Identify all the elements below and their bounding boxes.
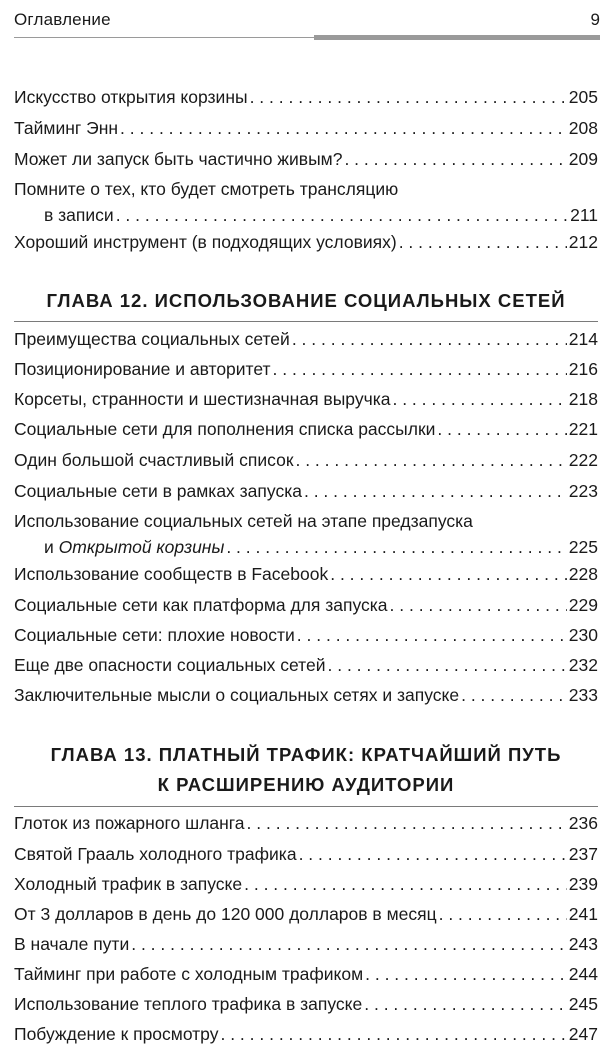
toc-entry-title: Использование социальных сетей на этапе предзапуска — [14, 511, 473, 531]
leader-dots — [131, 931, 567, 957]
leader-dots — [220, 1021, 566, 1047]
toc-entry — [14, 508, 598, 560]
running-title: Оглавление — [14, 10, 111, 29]
chapter-heading: ГЛАВА 12. ИСПОЛЬЗОВАНИЕ СОЦИАЛЬНЫХ СЕТЕЙ — [46, 290, 566, 311]
page-number: 9 — [590, 10, 600, 29]
leader-dots — [273, 356, 567, 382]
toc-entry — [14, 592, 598, 618]
toc-entry-title: Глоток из пожарного шланга — [14, 813, 245, 833]
toc-entry — [14, 478, 598, 504]
toc-entry-page: 212 — [568, 232, 598, 252]
toc-entry-page: 218 — [568, 389, 598, 409]
toc-entry — [14, 115, 598, 141]
toc-entry — [14, 561, 598, 587]
toc-entry-title: Использование сообществ в Facebook — [14, 564, 329, 584]
leader-dots — [250, 84, 567, 110]
toc-entry — [14, 326, 598, 352]
toc-entry-title-prefix: и — [44, 537, 59, 557]
toc-entry-title: Искусство открытия корзины — [14, 87, 248, 107]
toc-entry-page: 228 — [568, 564, 598, 584]
header-rule — [14, 37, 314, 38]
toc-entry-page: 236 — [568, 813, 598, 833]
toc-entry-page: 221 — [568, 419, 598, 439]
toc-entry-title: Корсеты, странности и шестизначная выручка — [14, 389, 391, 409]
toc-entry-title: Преимущества социальных сетей — [14, 329, 290, 349]
leader-dots — [292, 326, 567, 352]
toc-entry-title: В начале пути — [14, 934, 130, 954]
leader-dots — [330, 561, 567, 587]
toc-entry-page: 209 — [568, 149, 598, 169]
leader-dots — [328, 652, 567, 678]
toc-entry — [14, 386, 598, 412]
toc-entry-title: Холодный трафик в запуске — [14, 874, 243, 894]
toc-entry-page: 247 — [568, 1024, 598, 1044]
toc-entry — [14, 416, 598, 442]
toc-entry-title-italic: Открытой корзины — [58, 537, 225, 557]
toc-entry — [14, 652, 598, 678]
leader-dots — [364, 991, 567, 1017]
toc-entry-title: Может ли запуск быть частично живым? — [14, 149, 343, 169]
toc-entry-title: Святой Грааль холодного трафика — [14, 844, 297, 864]
toc-entry-page: 233 — [568, 685, 598, 705]
toc-entry-page: 239 — [568, 874, 598, 894]
leader-dots — [116, 202, 568, 228]
header-rule-bar — [314, 35, 600, 40]
toc-entry — [14, 176, 598, 228]
toc-entry-title: Использование теплого трафика в запуске — [14, 994, 363, 1014]
toc-entry-page: 237 — [568, 844, 598, 864]
chapter-heading: ГЛАВА 13. ПЛАТНЫЙ ТРАФИК: КРАТЧАЙШИЙ ПУТЬ — [50, 744, 562, 765]
leader-dots — [297, 622, 567, 648]
toc-entry — [14, 871, 598, 897]
toc-entry — [14, 84, 598, 110]
toc-entry-title: Хороший инструмент (в подходящих условиях) — [14, 232, 397, 252]
leader-dots — [247, 810, 567, 836]
chapter-heading-continued: К РАСШИРЕНИЮ АУДИТОРИИ — [157, 774, 455, 795]
toc-entry — [14, 841, 598, 867]
toc-entry-page: 214 — [568, 329, 598, 349]
toc-entry-title: Тайминг при работе с холодным трафиком — [14, 964, 364, 984]
toc-entry-page: 230 — [568, 625, 598, 645]
leader-dots — [392, 386, 566, 412]
chapter-rule — [14, 321, 598, 322]
leader-dots — [437, 416, 566, 442]
toc-entry-title: От 3 долларов в день до 120 000 долларов в месяц — [14, 904, 437, 924]
toc-entry-title-continued: в записи — [44, 205, 114, 225]
chapter-rule — [14, 806, 598, 807]
toc-entry-page: 223 — [568, 481, 598, 501]
leader-dots — [304, 478, 567, 504]
toc-entry-page: 205 — [568, 87, 598, 107]
toc-entry-title: Социальные сети как платформа для запуска — [14, 595, 388, 615]
toc-entry-title: Один большой счастливый список — [14, 450, 294, 470]
toc-entry-title: Социальные сети для пополнения списка рассылки — [14, 419, 436, 439]
page-header — [14, 10, 600, 36]
toc-entry-page: 241 — [568, 904, 598, 924]
toc-entry — [14, 146, 598, 172]
toc-entry-title: Социальные сети: плохие новости — [14, 625, 295, 645]
toc-entry-page: 245 — [568, 994, 598, 1014]
leader-dots — [226, 534, 566, 560]
toc-entry-title: Помните о тех, кто будет смотреть трансляцию — [14, 179, 399, 199]
toc-entry-page: 232 — [568, 655, 598, 675]
toc-entry-page: 208 — [568, 118, 598, 138]
leader-dots — [244, 871, 567, 897]
toc-entry-title-continued — [44, 534, 224, 560]
toc-entry-page: 244 — [568, 964, 598, 984]
leader-dots — [439, 901, 567, 927]
leader-dots — [399, 229, 567, 255]
leader-dots — [299, 841, 567, 867]
toc-entry-title: Побуждение к просмотру — [14, 1024, 219, 1044]
toc-entry-page: 243 — [568, 934, 598, 954]
leader-dots — [461, 682, 567, 708]
leader-dots — [390, 592, 567, 618]
toc-entry — [14, 622, 598, 648]
toc-entry-page: 229 — [568, 595, 598, 615]
leader-dots — [365, 961, 567, 987]
toc-entry-title: Позиционирование и авторитет — [14, 359, 271, 379]
leader-dots — [295, 447, 566, 473]
toc-entry-title: Тайминг Энн — [14, 118, 119, 138]
toc-entry — [14, 1021, 598, 1047]
toc-entry — [14, 229, 598, 255]
leader-dots — [120, 115, 567, 141]
toc-entry — [14, 961, 598, 987]
toc-entry — [14, 991, 598, 1017]
toc-entry-page: 225 — [568, 537, 598, 557]
toc-entry-title: Социальные сети в рамках запуска — [14, 481, 302, 501]
toc-entry-page: 211 — [570, 205, 598, 225]
toc-entry — [14, 810, 598, 836]
toc-entry-page: 222 — [568, 450, 598, 470]
toc-entry-title: Еще две опасности социальных сетей — [14, 655, 326, 675]
toc-entry — [14, 682, 598, 708]
toc-entry — [14, 901, 598, 927]
toc-entry-title: Заключительные мысли о социальных сетях и запуске — [14, 685, 460, 705]
toc-entry-page: 216 — [568, 359, 598, 379]
toc-entry — [14, 447, 598, 473]
toc-entry — [14, 356, 598, 382]
leader-dots — [344, 146, 566, 172]
toc-entry — [14, 931, 598, 957]
